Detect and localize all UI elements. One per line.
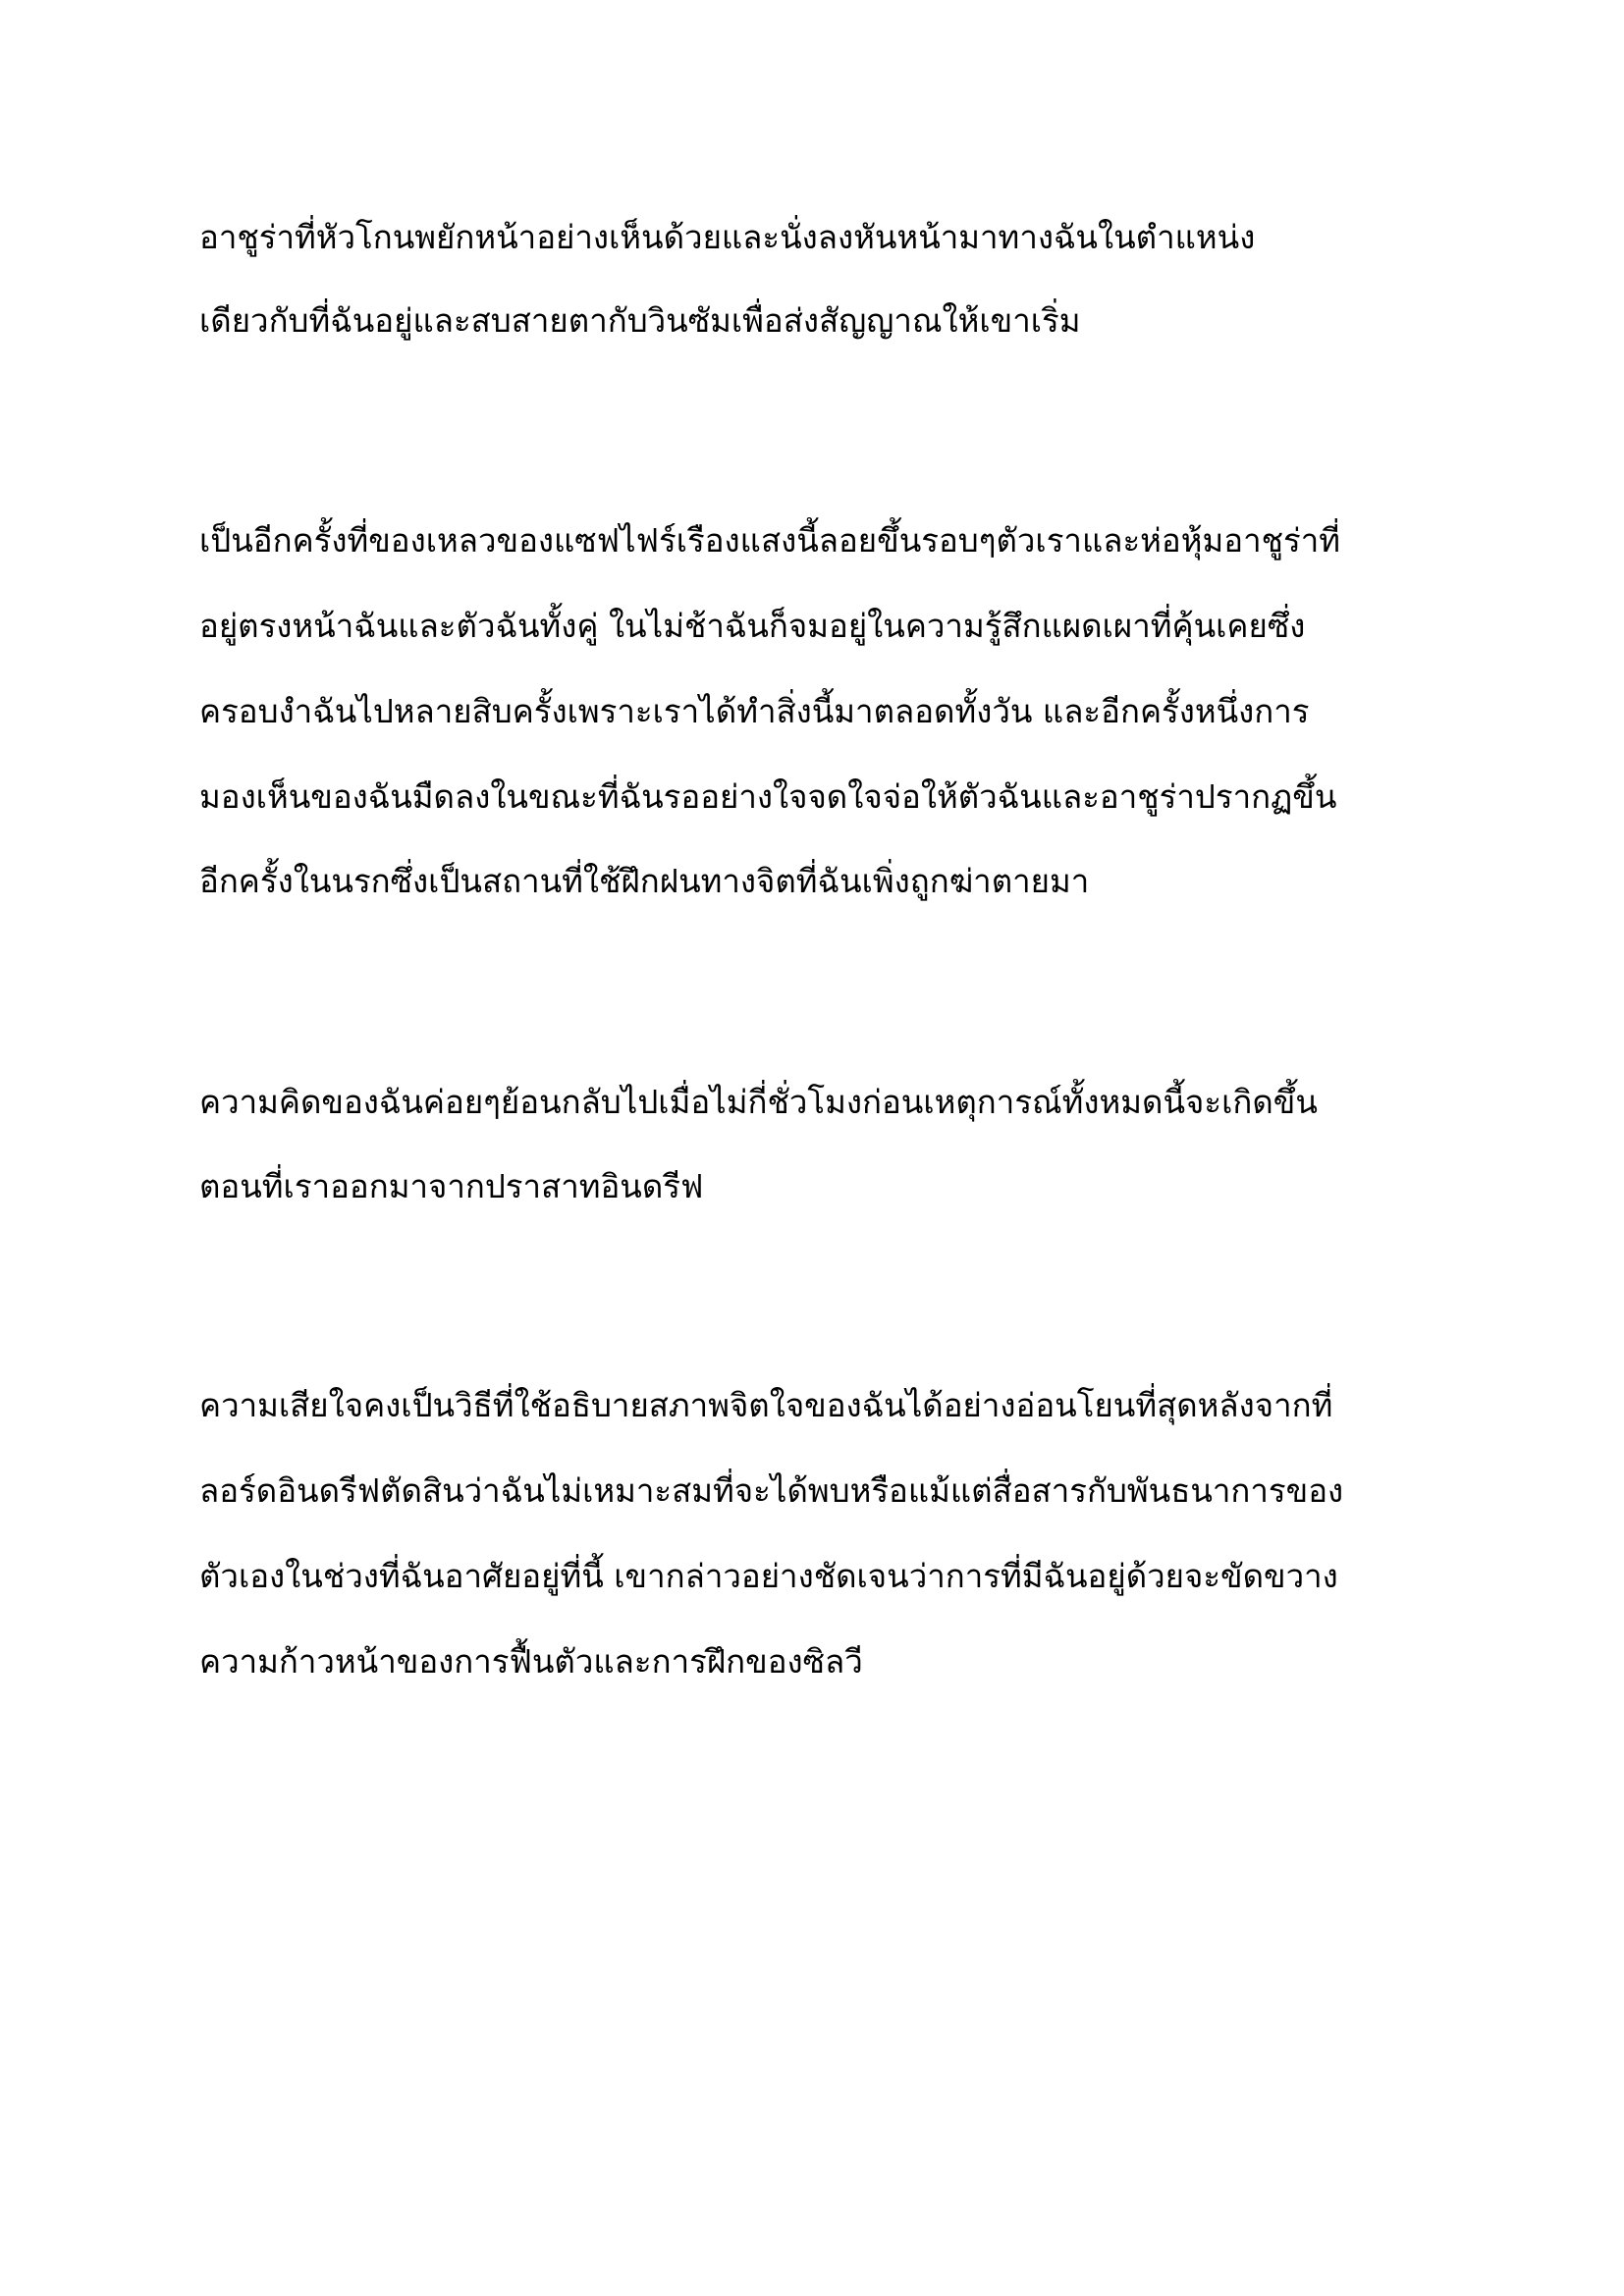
paragraph-3-line-2: ตอนที่เราออกมาจากปราสาทอินดรีฟ [199, 1167, 704, 1205]
paragraph-3-line-1: ความคิดของฉันค่อยๆย้อนกลับไปเมื่อไม่กี่ชั่วโมงก่อนเหตุการณ์ทั้งหมดนี้จะเกิดขึ้น [199, 1083, 1318, 1121]
paragraph-4-line-2: ลอร์ดอินดรีฟตัดสินว่าฉันไม่เหมาะสมที่จะได้พบหรือแม้แต่สื่อสารกับพันธนาการของ [199, 1471, 1344, 1510]
paragraph-2-line-4: มองเห็นของฉันมืดลงในขณะที่ฉันรออย่างใจจดใจจ่อให้ตัวฉันและอาชูร่าปรากฏขึ้น [199, 777, 1337, 816]
paragraph-2-line-1: เป็นอีกครั้งที่ของเหลวของแซฟไฟร์เรืองแสงนี้ลอยขึ้นรอบๆตัวเราและห่อหุ้มอาชูร่าที่ [199, 521, 1341, 560]
paragraph-2-line-3: ครอบงำฉันไปหลายสิบครั้งเพราะเราได้ทำสิ่งนี้มาตลอดทั้งวัน และอีกครั้งหนึ่งการ [199, 692, 1310, 730]
paragraph-4-line-3: ตัวเองในช่วงที่ฉันอาศัยอยู่ที่นี้ เขากล่าวอย่างชัดเจนว่าการที่มีฉันอยู่ด้วยจะขัดขวาง [199, 1557, 1338, 1595]
paragraph-1-line-2: เดียวกับที่ฉันอยู่และสบสายตากับวินซัมเพื่อส่งสัญญาณให้เขาเริ่ม [199, 301, 1081, 340]
paragraph-2-line-2: อยู่ตรงหน้าฉันและตัวฉันทั้งคู่ ในไม่ช้าฉันก็จมอยู่ในความรู้สึกแผดเผาที่คุ้นเคยซึ่ง [199, 607, 1306, 645]
paragraph-1-line-1: อาชูร่าที่หัวโกนพยักหน้าอย่างเห็นด้วยและนั่งลงหันหน้ามาทางฉันในตำแหน่ง [199, 218, 1256, 256]
paragraph-4-line-1: ความเสียใจคงเป็นวิธีที่ใช้อธิบายสภาพจิตใจของฉันได้อย่างอ่อนโยนที่สุดหลังจากที่ [199, 1386, 1333, 1424]
paragraph-4-line-4: ความก้าวหน้าของการฟื้นตัวและการฝึกของซิลวี [199, 1642, 863, 1681]
paragraph-2-line-5: อีกครั้งในนรกซึ่งเป็นสถานที่ใช้ฝึกฝนทางจิตที่ฉันเพิ่งถูกฆ่าตายมา [199, 862, 1090, 900]
